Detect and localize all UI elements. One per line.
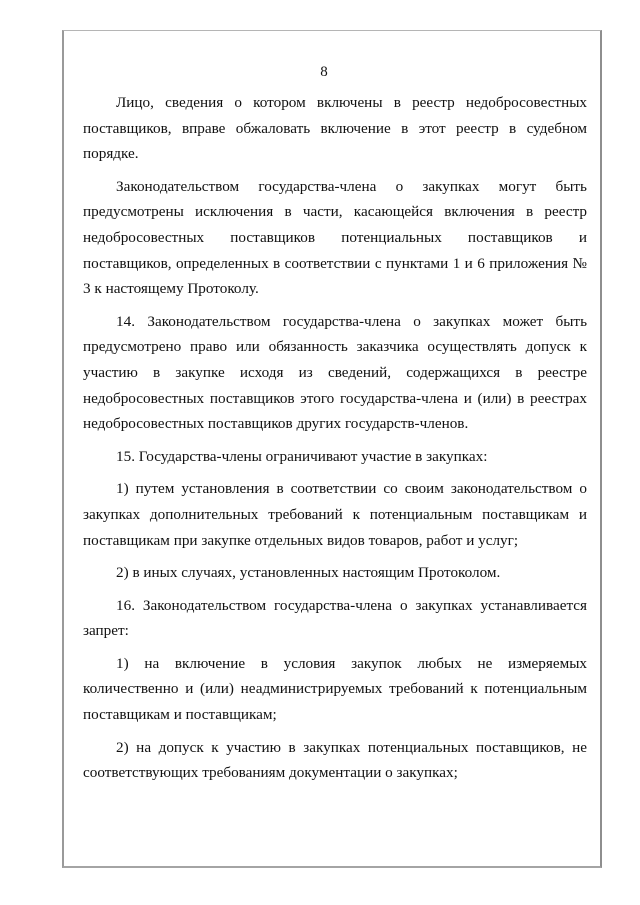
paragraph-1: Лицо, сведения о котором включены в реестр недобросовестных поставщиков, вправе обжаловать включение в этот реестр в судебном порядке. xyxy=(83,94,587,163)
paragraph-2: Законодательством государства-члена о закупках могут быть предусмотрены исключения в части, касающейся включения в реестр недобросовестных поставщиков потенциальных поставщиков и поставщиков, определенных в соответствии с пунктами 1 и 6 приложения № 3 к настоящему Протоколу. xyxy=(83,177,587,298)
paragraph-4: 15. Государства-члены ограничивают участие в закупках: xyxy=(116,447,488,465)
paragraph-8: 1) на включение в условия закупок любых не измеряемых количественно и (или) неадминистрируемых требований к потенциальным поставщикам и поставщикам; xyxy=(83,654,587,724)
paragraph-5: 1) путем установления в соответствии со своим законодательством о закупках дополнительных требований к потенциальным поставщикам и поставщикам при закупке отдельных видов товаров, работ и услуг; xyxy=(83,480,587,549)
page-number: 8 xyxy=(320,64,328,80)
paragraph-7: 16. Законодательством государства-члена о закупках устанавливается запрет: xyxy=(83,596,587,640)
document-body xyxy=(83,90,587,786)
paragraph-6: 2) в иных случаях, установленных настоящим Протоколом. xyxy=(116,564,501,582)
paragraph-3: 14. Законодательством государства-члена о закупках может быть предусмотрено право или обязанность заказчика осуществлять допуск к участию в закупке исходя из сведений, содержащихся в реестре недобросовестных поставщиков этого государства-члена и (или) в реестрах недобросовестных поставщиков других государств-членов. xyxy=(83,312,587,433)
paragraph-9: 2) на допуск к участию в закупках потенциальных поставщиков, не соответствующих требованиям документации о закупках; xyxy=(83,738,587,782)
